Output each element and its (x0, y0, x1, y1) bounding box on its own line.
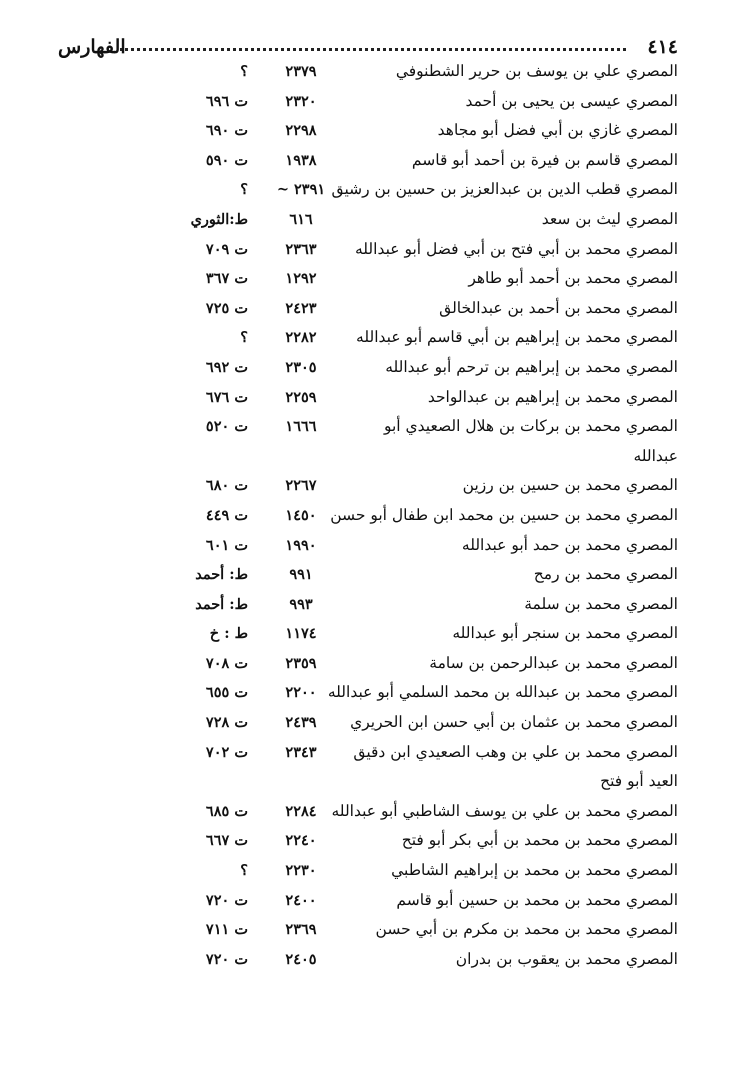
entry-name: المصري قطب الدين بن عبدالعزيز بن حسين بن رشيق (331, 180, 678, 199)
entry-number: ١٤٥٠ (285, 506, 317, 524)
entry-name: المصري محمد بن حسين بن رزين (462, 476, 678, 495)
entry-number: ١٩٣٨ (285, 151, 317, 169)
entry-name: المصري محمد بن علي بن وهب الصعيدي ابن دقيق (353, 742, 678, 761)
index-entry (0, 88, 746, 118)
entry-number: ٢٢٨٤ (285, 802, 317, 820)
entry-date: ت ٣٦٧ (205, 270, 248, 288)
entry-number: ٢٣٦٩ (285, 921, 317, 939)
index-entry (0, 709, 746, 739)
index-entry (0, 236, 746, 266)
entry-date: ت ٦٠١ (205, 536, 248, 554)
index-entry (0, 532, 746, 562)
index-entry (0, 946, 746, 976)
index-entries (0, 58, 746, 975)
entry-date: ط: أحمد (195, 566, 248, 584)
entry-name: المصري محمد بن حمد أبو عبدالله (461, 535, 678, 554)
entry-date: ؟ (240, 63, 248, 80)
entry-name: المصري عيسى بن يحيى بن أحمد (465, 91, 678, 110)
entry-date: ت ٦٧٦ (205, 388, 248, 406)
entry-number: ٩٩٣ (289, 595, 313, 613)
entry-name: المصري محمد بن عبدالله بن محمد السلمي أبو عبدالله (327, 683, 678, 702)
index-entry (0, 591, 746, 621)
entry-number: ٢٣٢٠ (285, 92, 317, 110)
entry-number: ٢٤٠٠ (285, 891, 317, 909)
index-entry (0, 295, 746, 325)
entry-name: المصري محمد بن أحمد بن عبدالخالق (439, 298, 678, 317)
entry-number: ٩٩١ (289, 566, 313, 584)
index-entry (0, 857, 746, 887)
entry-name: المصري محمد بن أبي فتح بن أبي فضل أبو عبدالله (354, 239, 678, 258)
entry-number: ٢٣٠٥ (285, 358, 317, 376)
entry-name: المصري محمد بن أحمد أبو طاهر (468, 269, 678, 288)
entry-date: ت ٦٩٦ (205, 92, 248, 110)
index-entry (0, 561, 746, 591)
entry-date: ت ٦٨٠ (205, 477, 248, 495)
entry-number: ٢٣٥٩ (285, 654, 317, 672)
entry-date: ت ٦٩٢ (205, 358, 248, 376)
entry-number: ٢٢٩٨ (285, 122, 317, 140)
entry-number: ٢٤٢٣ (285, 299, 317, 317)
leader-dots (120, 48, 626, 51)
index-entry (0, 739, 746, 769)
entry-date: ت ٦٥٥ (205, 684, 248, 702)
entry-name: المصري محمد بن حسين بن محمد ابن طفال أبو حسن (330, 505, 678, 524)
entry-number: ٢٤٠٥ (285, 950, 317, 968)
index-entry (0, 620, 746, 650)
entry-date: ت ٧٠٩ (205, 240, 248, 258)
entry-number: ١٢٩٢ (285, 270, 317, 288)
index-entry (0, 384, 746, 414)
index-entry (0, 324, 746, 354)
entry-number: ٦١٦ (289, 210, 313, 228)
entry-number: ١٩٩٠ (285, 536, 317, 554)
entry-date: ت ٧٠٨ (205, 654, 248, 672)
index-entry (0, 58, 746, 88)
entry-date: ت ٧٢٠ (205, 891, 248, 909)
entry-number: ٢٤٣٩ (285, 714, 317, 732)
entry-date: ت ٧٢٨ (205, 714, 248, 732)
entry-name: المصري محمد بن عثمان بن أبي حسن ابن الحريري (350, 713, 678, 732)
entry-name: المصري علي بن يوسف بن حرير الشطنوفي (395, 62, 678, 80)
entry-number: ٢٢٣٠ (285, 862, 317, 880)
entry-name: المصري محمد بن محمد بن مكرم بن أبي حسن (375, 920, 678, 939)
index-entry (0, 650, 746, 680)
index-entry (0, 354, 746, 384)
entry-date: ط: أحمد (195, 595, 248, 613)
entry-date: ط : خ (209, 625, 248, 643)
entry-date: ؟ (240, 862, 248, 880)
entry-continuation (0, 768, 746, 798)
entry-name: المصري محمد بن إبراهيم بن عبدالواحد (427, 387, 678, 406)
entry-name: المصري محمد بن رمح (533, 565, 678, 584)
entry-date: ت ٤٤٩ (205, 506, 248, 524)
entry-number: ٢٢٠٠ (285, 684, 317, 702)
index-entry (0, 502, 746, 532)
entry-date: ت ٥٢٠ (205, 418, 248, 436)
entry-name: المصري محمد بن إبراهيم بن ترحم أبو عبدالله (385, 357, 678, 376)
entry-name: المصري محمد بن إبراهيم بن أبي قاسم أبو عبدالله (356, 328, 678, 347)
index-entry (0, 887, 746, 917)
entry-date: ت ٧٢٥ (205, 299, 248, 317)
entry-number: ٢٢٥٩ (285, 388, 317, 406)
index-entry (0, 679, 746, 709)
entry-number: ٢٣٦٣ (285, 240, 317, 258)
entry-date: ت ٥٩٠ (205, 151, 248, 169)
index-entry (0, 916, 746, 946)
index-entry (0, 798, 746, 828)
entry-name: المصري محمد بن محمد بن أبي بكر أبو فتح (401, 831, 678, 850)
entry-name: المصري محمد بن سنجر أبو عبدالله (452, 624, 678, 643)
index-entry (0, 117, 746, 147)
entry-number: ٢٣٤٣ (285, 743, 317, 761)
entry-continuation (0, 443, 746, 473)
index-entry (0, 147, 746, 177)
entry-name: المصري محمد بن علي بن يوسف الشاطبي أبو عبدالله (331, 801, 678, 820)
section-title: الفهارس (58, 36, 126, 58)
entry-date: ت ٧٠٢ (205, 743, 248, 761)
entry-date: ت ٧١١ (205, 921, 248, 939)
index-entry (0, 827, 746, 857)
index-entry (0, 206, 746, 236)
entry-name: العيد أبو فتح (600, 772, 678, 791)
entry-number: ٢٣٧٩ (285, 63, 317, 80)
entry-number: ٢٢٤٠ (285, 832, 317, 850)
entry-name: عبدالله (633, 446, 678, 465)
entry-number: ٢٣٩١ ~ (276, 181, 326, 199)
entry-name: المصري محمد بن سلمة (524, 594, 678, 613)
entry-date: ؟ (240, 329, 248, 347)
entry-name: المصري محمد بن يعقوب بن بدران (455, 949, 678, 968)
entry-date: ت ٦٦٧ (205, 832, 248, 850)
entry-date: ت ٦٨٥ (205, 802, 248, 820)
index-entry (0, 176, 746, 206)
entry-name: المصري ليث بن سعد (541, 209, 678, 228)
entry-name: المصري محمد بن محمد بن إبراهيم الشاطبي (391, 861, 678, 880)
entry-name: المصري محمد بن محمد بن حسين أبو قاسم (396, 890, 678, 909)
entry-name: المصري غازي بن أبي فضل أبو مجاهد (437, 121, 678, 140)
entry-name: المصري قاسم بن فيرة بن أحمد أبو قاسم (411, 150, 678, 169)
entry-date: ت ٦٩٠ (205, 122, 248, 140)
entry-date: ط:الثوري (190, 210, 248, 228)
entry-name: المصري محمد بن عبدالرحمن بن سامة (429, 653, 678, 672)
entry-number: ٢٢٦٧ (285, 477, 317, 495)
entry-name: المصري محمد بن بركات بن هلال الصعيدي أبو (383, 417, 678, 436)
entry-number: ١٦٦٦ (285, 418, 317, 436)
index-entry (0, 265, 746, 295)
entry-date: ؟ (240, 181, 248, 199)
entry-number: ٢٢٨٢ (285, 329, 317, 347)
index-entry (0, 413, 746, 443)
page-number: ٤١٤ (647, 36, 678, 58)
entry-number: ١١٧٤ (285, 625, 317, 643)
entry-date: ت ٧٢٠ (205, 950, 248, 968)
index-entry (0, 472, 746, 502)
